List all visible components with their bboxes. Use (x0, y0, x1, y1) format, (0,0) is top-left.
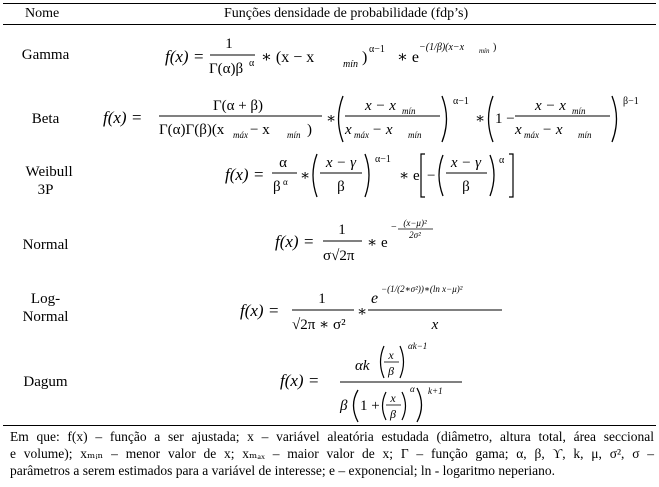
normal-num: 1 (338, 222, 346, 238)
beta-fx: f(x) = (103, 108, 143, 127)
beta-pow1: α−1 (453, 96, 469, 107)
lognormal-exp: −(1/(2∗σ²))∗(ln x−μ)² (381, 284, 463, 294)
beta-den: Γ(α)Γ(β)(x (159, 122, 225, 138)
row-name-weibull (3, 163, 88, 199)
dagum-den-pow-out: k+1 (428, 386, 443, 396)
beta-f2-den: x (345, 122, 352, 138)
weibull-minus: − (427, 168, 436, 184)
beta-den-mid: − x (250, 122, 270, 138)
gamma-pow: α−1 (369, 44, 385, 55)
normal-mult: ∗ e (367, 235, 388, 251)
formula-normal-svg (275, 214, 475, 270)
weibull-den: β (273, 179, 281, 195)
gamma-mult1: ∗ (x − x (261, 49, 315, 66)
beta-den-sub2: mín (287, 130, 301, 140)
formula-dagum (95, 340, 655, 424)
dagum-den-beta: β (340, 398, 348, 414)
beta-f3-den-sub: máx (524, 130, 539, 140)
lognormal-den: √2π ∗ σ² (292, 317, 346, 333)
formula-weibull (95, 150, 655, 202)
gamma-fx: f(x) = (165, 47, 205, 66)
gamma-close: ) (362, 49, 368, 66)
beta-pow2: β−1 (623, 96, 639, 107)
normal-exp-den: 2σ² (409, 230, 421, 240)
dagum-num: αk (355, 358, 370, 374)
gamma-num: 1 (225, 36, 233, 52)
beta-f3-den: x (515, 122, 522, 138)
lognormal-fx: f(x) = (240, 301, 280, 320)
beta-mult-a: ∗ (326, 111, 337, 127)
footnote-line-2: e volume); xₘᵢₙ – menor valor de x; xₘₐₓ – maior valor de x; Γ – função gama; α, β, ϒ, k, μ, σ², σ – (10, 446, 654, 461)
dagum-num-frac-num: x (388, 348, 394, 362)
beta-f2-den-sub2: mín (408, 130, 422, 140)
header-bottom-rule (3, 24, 656, 25)
formula-beta (95, 90, 655, 148)
footnote-line-3: parâmetros a serem estimados para a variável de interesse; e – exponencial; ln - logaritmo neperiano. (10, 463, 556, 478)
weibull-frac-den: β (337, 179, 345, 195)
row-name-normal: Normal (22, 237, 69, 253)
table-top-rule (3, 3, 656, 4)
beta-f3-num-sub: mín (572, 106, 586, 116)
formula-dagum-svg (280, 340, 470, 424)
gamma-exp: −(1/β)(x−x (419, 42, 465, 53)
formula-normal (95, 214, 655, 270)
dagum-den-pow-in: α (410, 384, 415, 394)
dagum-num-frac-den: β (388, 364, 394, 378)
header-col-name: Nome (25, 6, 60, 21)
row-name-gamma: Gamma (21, 47, 70, 63)
beta-f3-den-mid: − x (542, 122, 563, 138)
weibull-mult2: ∗ e (399, 168, 420, 184)
table-bottom-rule (3, 425, 656, 426)
gamma-sub-min: mín (343, 59, 358, 70)
row-name-lognormal-text: Log-Normal (22, 291, 69, 325)
dagum-num-pow: αk−1 (408, 341, 428, 351)
row-name-dagum: Dagum (23, 374, 68, 390)
dagum-den-frac-den: β (390, 407, 396, 421)
lognormal-mult: ∗ (357, 304, 368, 320)
gamma-den: Γ(α)β (209, 61, 244, 77)
gamma-exp-close: ) (493, 42, 497, 53)
weibull-frac-num: x − γ (325, 155, 357, 171)
beta-f2-num: x − x (365, 98, 396, 114)
weibull-frac2-num: x − γ (450, 155, 482, 171)
gamma-den-sup: α (249, 58, 255, 69)
formula-beta-svg (95, 90, 655, 148)
normal-minus: − (391, 222, 397, 233)
formula-lognormal (95, 276, 655, 346)
beta-f2-den-mid: − x (372, 122, 393, 138)
beta-num: Γ(α + β) (212, 98, 264, 114)
row-name-lognormal (3, 290, 88, 326)
gamma-exp-sub: mín (479, 47, 490, 55)
beta-one-minus: 1 − (495, 111, 515, 127)
beta-f3-num: x − x (535, 98, 566, 114)
weibull-fx: f(x) = (225, 165, 265, 184)
lognormal-e: e (371, 290, 379, 307)
gamma-mult2: ∗ e (397, 49, 419, 66)
weibull-pow2: α (499, 155, 505, 166)
beta-den-sub: máx (233, 130, 248, 140)
weibull-pow: α−1 (375, 154, 391, 165)
dagum-fx: f(x) = (280, 371, 320, 390)
weibull-den-sup: α (283, 177, 288, 187)
lognormal-den2: x (431, 317, 439, 333)
beta-f2-den-sub: máx (354, 130, 369, 140)
beta-f2-num-sub: mín (402, 106, 416, 116)
formula-gamma (95, 28, 655, 86)
formula-weibull-svg (225, 150, 525, 202)
weibull-num: α (279, 155, 287, 171)
lognormal-num: 1 (318, 291, 326, 307)
beta-den-close: ) (307, 122, 312, 138)
header-col-functions: Funções densidade de probabilidade (fdp’s) (224, 6, 469, 21)
footnote (10, 428, 654, 479)
row-name-beta: Beta (31, 111, 60, 127)
normal-den: σ√2π (323, 248, 355, 264)
row-name-weibull-text: Weibull 3P (25, 164, 73, 198)
normal-exp-num: (x−μ)² (403, 218, 427, 228)
dagum-den-frac-num: x (390, 391, 396, 405)
weibull-mult1: ∗ (300, 168, 311, 184)
footnote-line-1: Em que: f(x) – função a ser ajustada; x – variável aleatória estudada (diâmetro, altura total, área seccional (10, 429, 654, 444)
weibull-frac2-den: β (462, 179, 470, 195)
dagum-den-one-plus: 1 + (360, 398, 380, 414)
formula-lognormal-svg (240, 276, 510, 346)
beta-mult-b: ∗ (475, 111, 486, 127)
normal-fx: f(x) = (275, 232, 315, 251)
formula-gamma-svg (165, 28, 585, 86)
beta-f3-den-sub2: mín (578, 130, 592, 140)
